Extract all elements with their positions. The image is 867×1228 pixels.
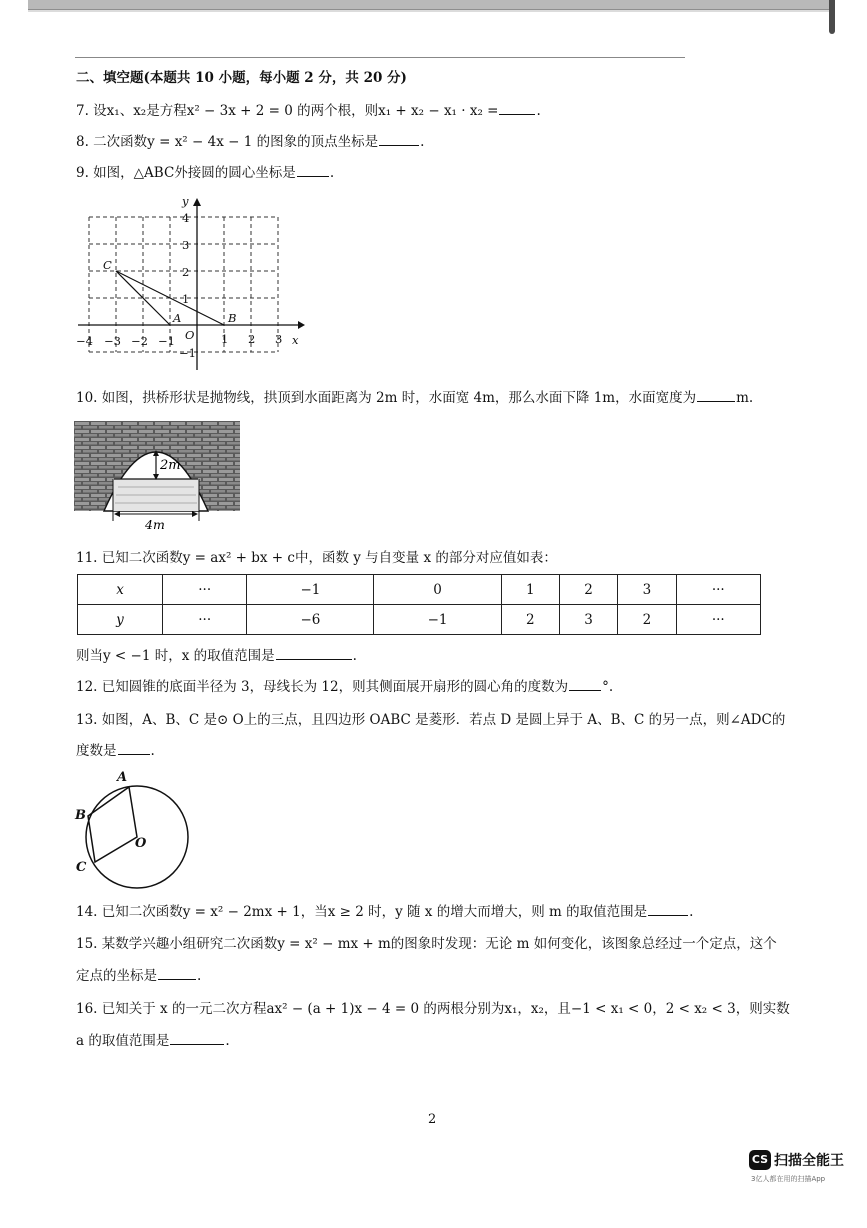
table-cell: −1 xyxy=(247,575,374,605)
x-axis-label: x xyxy=(292,333,299,347)
value-table xyxy=(77,574,761,635)
answer-blank xyxy=(648,903,688,916)
q10-bridge-figure xyxy=(74,421,242,531)
header-rule xyxy=(75,57,685,58)
y-axis-arrow xyxy=(193,198,201,206)
width-label: 4m xyxy=(145,517,165,531)
y-tick: −1 xyxy=(179,346,196,360)
answer-blank xyxy=(379,133,419,146)
answer-blank xyxy=(569,678,601,691)
x-tick: 3 xyxy=(275,332,283,346)
table-cell: ··· xyxy=(163,575,247,605)
scroll-handle[interactable] xyxy=(829,0,835,34)
table-cell: 2 xyxy=(618,605,676,635)
answer-blank xyxy=(276,647,352,660)
question-7: 7. 设x₁、x₂是方程x² − 3x + 2 = 0 的两个根，则x₁ + x₂ − x₁ · x₂ = . xyxy=(76,103,541,119)
answer-blank xyxy=(118,742,150,755)
table-cell: 1 xyxy=(501,575,559,605)
height-label: 2m xyxy=(160,458,181,473)
table-cell: ··· xyxy=(163,605,247,635)
table-row xyxy=(78,575,761,605)
question-11: 11. 已知二次函数y = ax² + bx + c中，函数 y 与自变量 x 的部分对应值如表： xyxy=(76,550,557,566)
point-b-label: B xyxy=(228,311,237,325)
question-14: 14. 已知二次函数y = x² − 2mx + 1，当x ≥ 2 时，y 随 x 的增大而增大，则 m 的取值范围是 . xyxy=(76,904,694,920)
point-c-label: C xyxy=(76,860,87,875)
answer-blank xyxy=(170,1032,224,1045)
camscanner-logo-icon: CS xyxy=(749,1150,771,1170)
scanner-top-bar xyxy=(28,0,830,10)
point-a-label: A xyxy=(173,311,182,325)
y-tick: 2 xyxy=(182,265,190,279)
table-cell: y xyxy=(78,605,163,635)
y-axis-label: y xyxy=(182,194,189,208)
scanner-top-bar-shadow xyxy=(28,10,830,12)
arrow-head-right xyxy=(192,511,198,517)
answer-blank xyxy=(158,967,196,980)
center-o-label: O xyxy=(135,836,147,851)
y-tick: 4 xyxy=(182,211,190,225)
point-c-label: C xyxy=(103,258,112,272)
origin-label: O xyxy=(185,328,195,342)
question-15: 15. 某数学兴趣小组研究二次函数y = x² − mx + m的图象时发现：无论 m 如何变化，该图象总经过一个定点，这个 xyxy=(76,936,777,952)
table-cell: 3 xyxy=(559,605,617,635)
question-8: 8. 二次函数y = x² − 4x − 1 的图象的顶点坐标是 . xyxy=(76,134,425,150)
table-row xyxy=(78,605,761,635)
question-12: 12. 已知圆锥的底面半径为 3，母线长为 12，则其侧面展开扇形的圆心角的度数为 °. xyxy=(76,679,614,695)
answer-blank xyxy=(697,389,735,402)
x-tick: −2 xyxy=(131,334,148,348)
x-tick: 2 xyxy=(248,332,256,346)
q9-coordinate-figure xyxy=(70,190,310,375)
table-cell: ··· xyxy=(676,575,760,605)
arrow-head-left xyxy=(114,511,120,517)
table-cell: 3 xyxy=(618,575,676,605)
question-15-cont: 定点的坐标是 . xyxy=(76,968,202,984)
watermark-subtitle: 3亿人都在用的扫描App xyxy=(751,1175,826,1183)
table-cell: 0 xyxy=(374,575,501,605)
y-tick: 1 xyxy=(182,292,190,306)
x-tick: −1 xyxy=(158,334,175,348)
scanner-watermark xyxy=(749,1149,844,1170)
table-cell: ··· xyxy=(676,605,760,635)
question-16-cont: a 的取值范围是 . xyxy=(76,1033,230,1049)
question-13: 13. 如图，A、B、C 是⊙ O上的三点，且四边形 OABC 是菱形．若点 D 是圆上异于 A、B、C 的另一点，则∠ADC的 xyxy=(76,712,786,728)
question-13-cont: 度数是 . xyxy=(76,743,155,759)
q13-circle-figure xyxy=(70,768,195,893)
answer-blank xyxy=(499,102,535,115)
question-11-followup: 则当y < −1 时，x 的取值范围是 . xyxy=(76,648,357,664)
x-tick: −4 xyxy=(76,334,93,348)
x-tick: −3 xyxy=(104,334,121,348)
question-9: 9. 如图，△ABC外接圆的圆心坐标是 . xyxy=(76,165,335,181)
question-10: 10. 如图，拱桥形状是抛物线，拱顶到水面距离为 2m 时，水面宽 4m，那么水面下降 1m，水面宽度为 m. xyxy=(76,390,754,406)
rhombus-oabc xyxy=(88,787,137,862)
answer-blank xyxy=(297,164,329,177)
table-cell: 2 xyxy=(501,605,559,635)
x-tick: 1 xyxy=(221,332,229,346)
page-number: 2 xyxy=(428,1112,437,1127)
point-b-label: B xyxy=(75,808,86,823)
watermark-name: 扫描全能王 xyxy=(774,1152,844,1169)
question-16: 16. 已知关于 x 的一元二次方程ax² − (a + 1)x − 4 = 0 的两根分别为x₁，x₂，且−1 < x₁ < 0，2 < x₂ < 3，则实数 xyxy=(76,1001,790,1017)
table-cell: x xyxy=(78,575,163,605)
y-tick: 3 xyxy=(182,238,190,252)
table-cell: −6 xyxy=(247,605,374,635)
x-axis-arrow xyxy=(298,321,305,329)
point-a-label: A xyxy=(117,770,128,785)
section-heading: 二、填空题(本题共 10 小题，每小题 2 分，共 20 分) xyxy=(76,70,407,86)
table-cell: −1 xyxy=(374,605,501,635)
table-cell: 2 xyxy=(559,575,617,605)
